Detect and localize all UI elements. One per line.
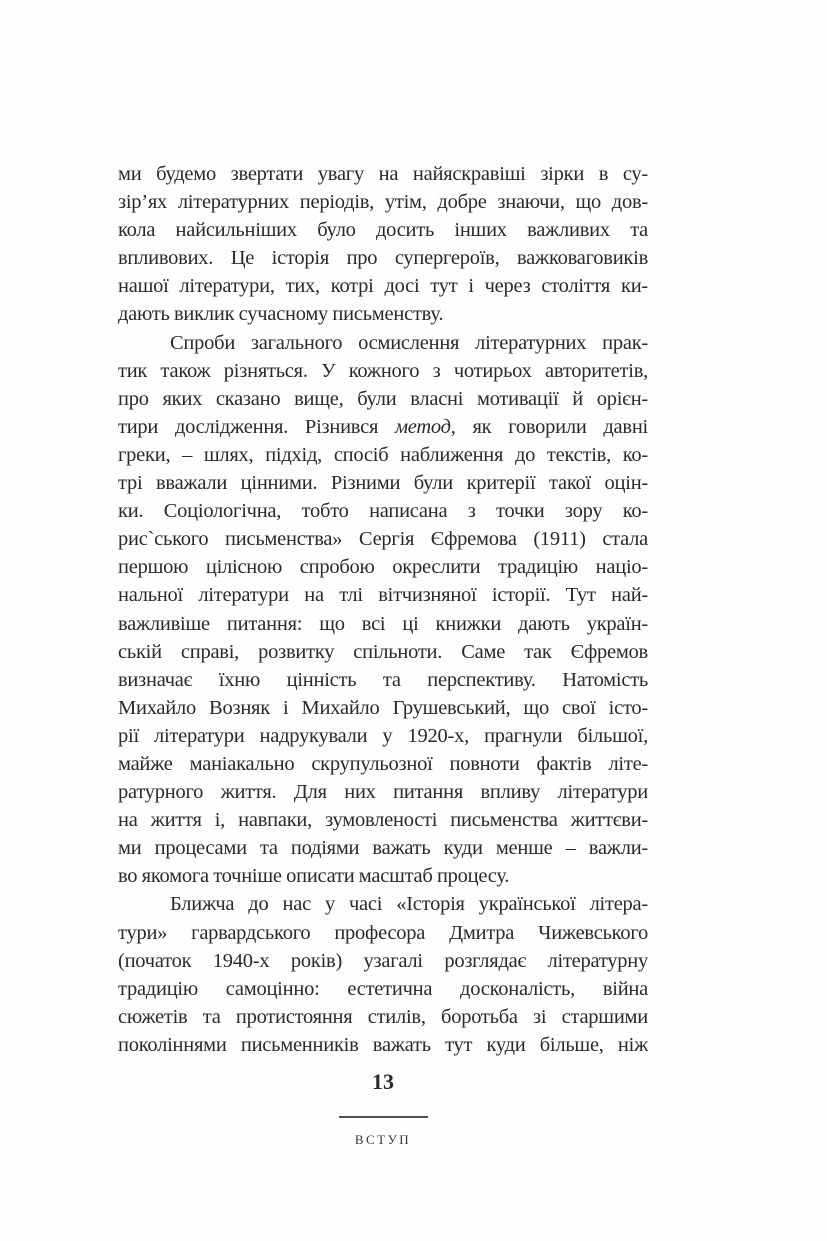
text-line: тури» гарвардського професора Дмитра Чижевського: [118, 921, 648, 944]
text-line: дають виклик сучасному письменству.: [118, 303, 444, 326]
text-line: греки, – шлях, підхід, спосіб наближення до текстів, ко-: [118, 443, 648, 466]
text-line: тик також різняться. У кожного з чотирьох авторитетів,: [118, 359, 648, 382]
text-line: рис`ського письменства» Сергія Єфремова (1911) стала: [118, 528, 648, 551]
text-line: майже маніакально скрупульозної повноти фактів літе-: [118, 752, 648, 775]
text-line: сюжетів та протистояння стилів, боротьба зі старшими: [118, 1005, 648, 1028]
text-line: кола найсильніших було досить інших важливих та: [118, 219, 648, 242]
text-column: [118, 160, 648, 1059]
text-line: нашої літератури, тих, котрі досі тут і через століття ки-: [118, 275, 648, 298]
text-line: зір’ях літературних періодів, утім, добре знаючи, що дов-: [118, 191, 648, 214]
text-line: ми будемо звертати увагу на найяскравіші зірки в су-: [118, 163, 648, 185]
text-line: визначає їхню цінність та перспективу. Натомість: [118, 668, 648, 691]
text-line: нальної літератури на тлі вітчизняної історії. Тут най-: [118, 584, 648, 607]
italic-term: метод: [394, 415, 451, 438]
text-line: важливіше питання: що всі ці книжки дають україн-: [118, 612, 648, 635]
text-segment: тири дослідження. Різнився: [118, 415, 395, 438]
text-line: Михайло Возняк і Михайло Грушевський, що свої істо-: [118, 696, 648, 719]
text-line: Спроби загального осмислення літературних прак-: [170, 331, 648, 354]
section-label: ВСТУП: [354, 1132, 412, 1147]
page-number: 13: [372, 1069, 394, 1094]
text-line: ратурного життя. Для них питання впливу літератури: [118, 781, 648, 804]
text-line: во якомога точніше описати масштаб процесу.: [118, 865, 510, 888]
text-line: Ближча до нас у часі «Історія української літера-: [170, 893, 648, 916]
text-line: традицію самоцінно: естетична досконалість, війна: [118, 977, 648, 1000]
text-line: про яких сказано вище, були власні мотивації й орієн-: [118, 387, 648, 410]
text-line: на життя і, навпаки, зумовленості письменства життєви-: [118, 809, 648, 832]
text-line: ми процесами та подіями важать куди менше – важли-: [118, 837, 648, 860]
text-line: (початок 1940-х років) узагалі розглядає літературну: [118, 949, 648, 972]
text-line: ській справі, розвитку спільноти. Саме так Єфремов: [118, 640, 648, 663]
text-line: поколіннями письменників важать тут куди більше, ніж: [118, 1033, 648, 1056]
text-line: рії літератури надрукували у 1920-х, прагнули більшої,: [118, 724, 648, 747]
footer-divider: [339, 1116, 428, 1118]
text-line: трі вважали цінними. Різними були критерії такої оцін-: [118, 472, 648, 495]
text-line: першою цілісною спробою окреслити традицію націо-: [118, 556, 648, 579]
text-line: впливових. Це історія про супергероїв, важковаговиків: [118, 247, 648, 270]
text-segment: , як говорили давні: [450, 415, 648, 438]
text-line: ки. Соціологічна, тобто написана з точки зору ко-: [118, 500, 648, 523]
text-line: [118, 413, 648, 441]
